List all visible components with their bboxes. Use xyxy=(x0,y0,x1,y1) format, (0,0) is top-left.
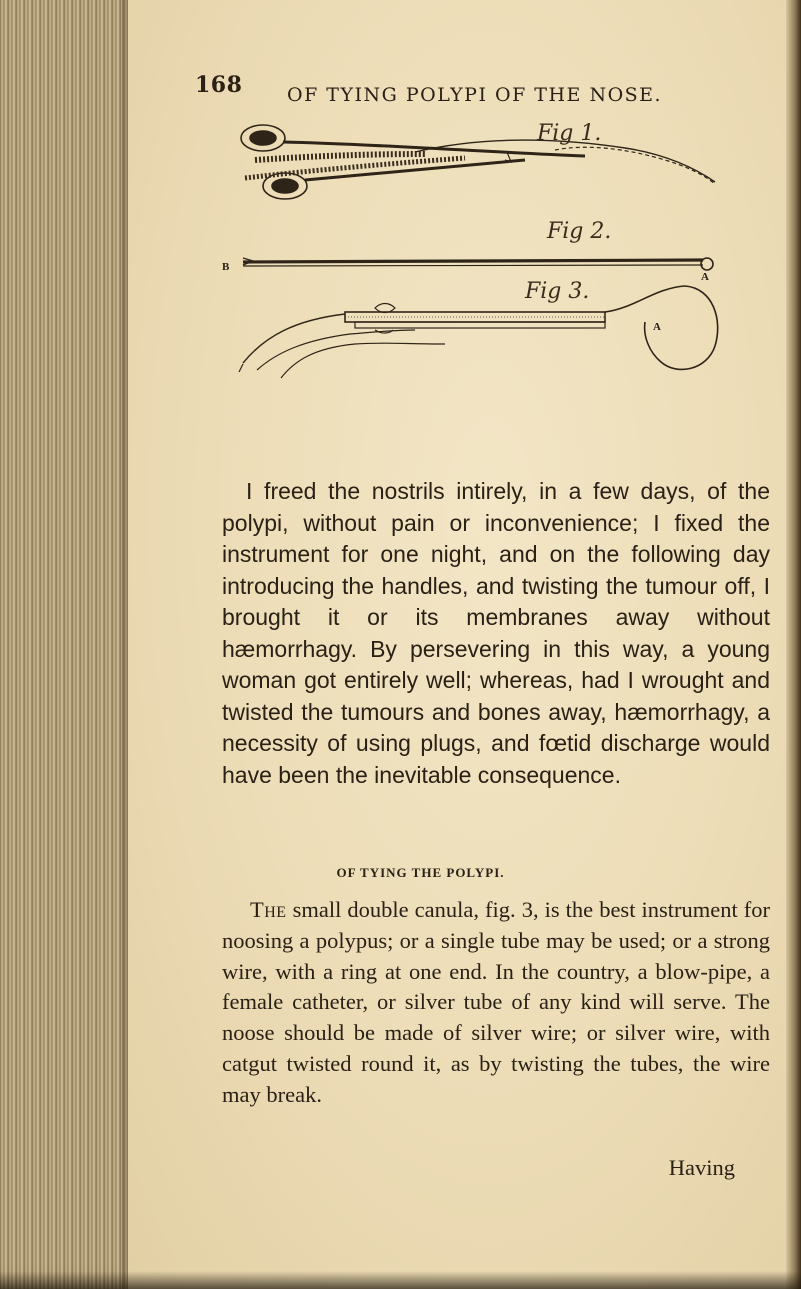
fig-2-wire xyxy=(243,258,713,270)
paragraph-tying-polypi xyxy=(222,895,770,1111)
fig-3-canula xyxy=(239,286,718,378)
book-bottom-shadow xyxy=(0,1271,801,1289)
paragraph-tying-polypi-text: small double canula, fig. 3, is the best instrument for noosing a polypus; or a single tube may be used; or a strong wire, with a ring at one end. In the country, a blow-pipe, a female catheter, or silver tube of any kind will serve. The noose should be made of silver wire; or silver wire, with catgut twisted round it, as by twisting the tubes, the wire may break. xyxy=(222,897,770,1107)
fig-3-letter-a: A xyxy=(653,321,661,333)
catchword: Having xyxy=(668,1155,735,1180)
running-head: OF TYING POLYPI OF THE NOSE. xyxy=(287,84,663,106)
paragraph-freed-nostrils: I freed the nostrils intirely, in a few days, of the polypi, without pain or inconvenience; I fixed the instrument for one night, and on the following day introducing the handles, and twisting the tumour off, I brought it or its membranes away without hæmorrhagy. By persevering in this way, a young woman got entirely well; whereas, had I wrought and twisted the tumours and bones away, hæmorrhagy, a necessity of using plugs, and fœtid discharge would have been the inevitable consequence. xyxy=(222,478,770,788)
fig-2-label: Fig 2. xyxy=(547,219,612,244)
fig-1-instrument xyxy=(241,125,715,199)
page-number: 168 xyxy=(195,72,243,98)
fig-1-label: Fig 1. xyxy=(537,121,602,146)
section-heading: OF TYING THE POLYPI. xyxy=(336,865,505,880)
fig-2-letter-b: B xyxy=(222,261,230,273)
lead-word: The xyxy=(250,897,287,922)
fig-3-label: Fig 3. xyxy=(525,279,590,304)
instrument-illustration xyxy=(222,108,725,408)
book-page-edge xyxy=(0,0,128,1289)
fig-2-letter-a: A xyxy=(701,271,709,283)
book-right-edge xyxy=(786,0,801,1289)
